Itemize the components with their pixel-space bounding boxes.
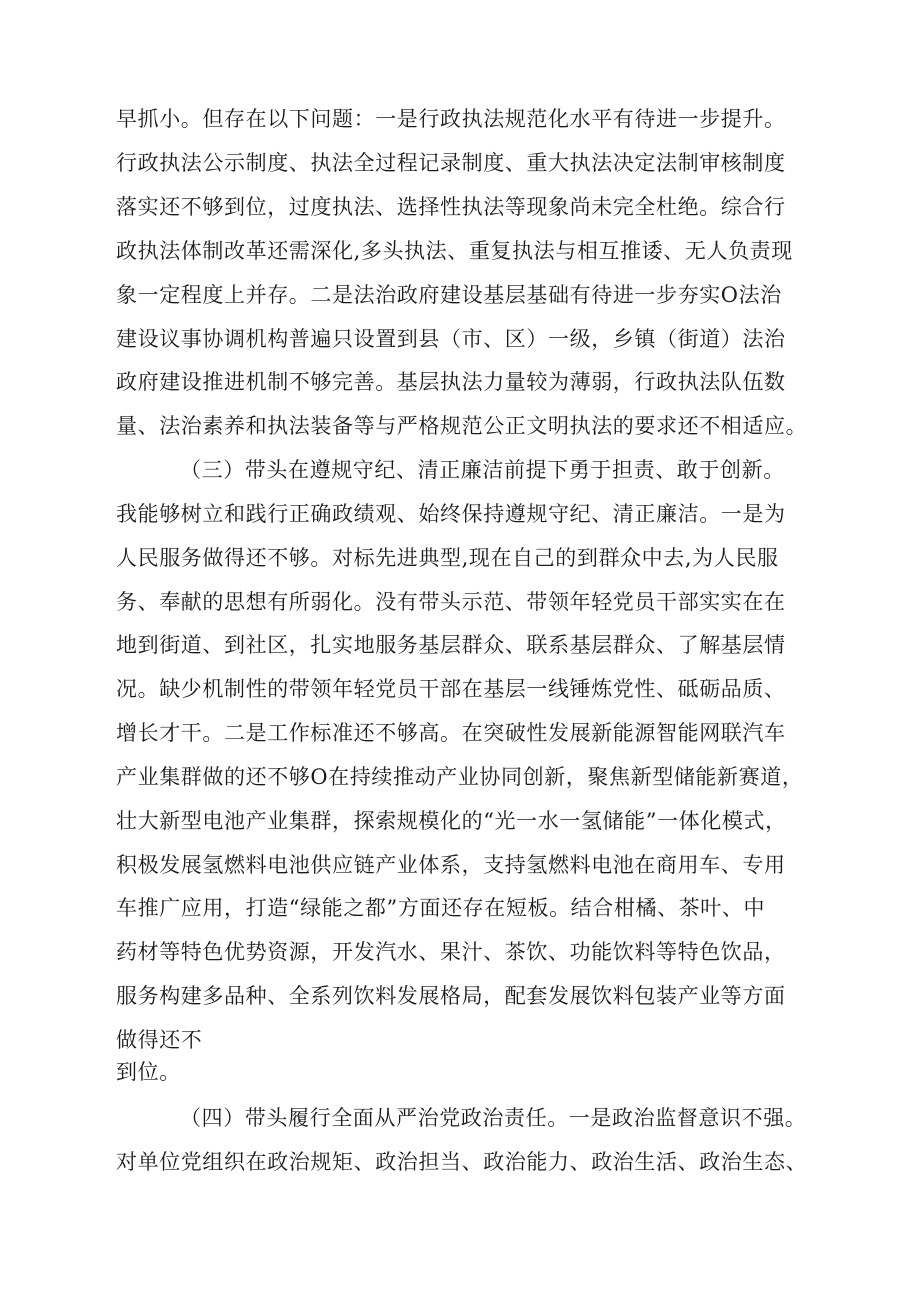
text-line: 行政执法公示制度、执法全过程记录制度、重大执法决定法制审核制度 — [116, 151, 786, 175]
text-line: 药材等特色优势资源，开发汽水、果汁、茶饮、功能饮料等特色饮品， — [116, 940, 786, 964]
text-line: 早抓小。但存在以下问题：一是行政执法规范化水平有待进一步提升。 — [116, 107, 786, 131]
text-line: 人民服务做得还不够。对标先进典型,现在自己的到群众中去,为人民服 — [116, 546, 779, 570]
text-line: 象一定程度上并存。二是法治政府建设基层基础有待进一步夯实O法治 — [116, 283, 782, 307]
section-heading-3: （三）带头在遵规守纪、清正廉洁前提下勇于担责、敢于创新。 — [180, 458, 785, 482]
text-line: 况。缺少机制性的带领年轻党员干部在基层一线锤炼党性、砥砺品质、 — [116, 677, 786, 701]
text-line: 车推广应用，打造“绿能之都”方面还存在短板。结合柑橘、茶叶、中 — [116, 896, 766, 920]
text-line: 做得还不 — [116, 1028, 203, 1052]
text-line: 建设议事协调机构普遍只设置到县（市、区）一级，乡镇（街道）法治 — [116, 327, 786, 351]
text-line: 增长才干。二是工作标准还不够高。在突破性发展新能源智能网联汽车 — [116, 721, 786, 745]
text-line: 积极发展氢燃料电池供应链产业体系，支持氢燃料电池在商用车、专用 — [116, 853, 786, 877]
section-heading-4: （四）带头履行全面从严治党政治责任。一是政治监督意识不强。 — [180, 1106, 807, 1130]
text-line: 落实还不够到位，过度执法、选择性执法等现象尚未完全杜绝。综合行 — [116, 195, 786, 219]
text-line: 服务构建多品种、全系列饮料发展格局，配套发展饮料包装产业等方面 — [116, 984, 786, 1008]
text-line: 产业集群做的还不够O在持续推动产业协同创新，聚焦新型储能新赛道， — [116, 765, 804, 789]
text-line: 到位。 — [116, 1060, 181, 1084]
text-line: 地到街道、到社区，扎实地服务基层群众、联系基层群众、了解基层情 — [116, 633, 786, 657]
text-line: 壮大新型电池产业集群，探索规模化的“光一水一氢储能”一体化模式， — [116, 809, 787, 833]
text-line: 我能够树立和践行正确政绩观、始终保持遵规守纪、清正廉洁。一是为 — [116, 502, 786, 526]
text-line: 对单位党组织在政治规矩、政治担当、政治能力、政治生活、政治生态、 — [116, 1150, 808, 1174]
text-line: 务、奉献的思想有所弱化。没有带头示范、带领年轻党员干部实实在在 — [116, 590, 786, 614]
text-line: 政府建设推进机制不够完善。基层执法力量较为薄弱，行政执法队伍数 — [116, 370, 786, 394]
text-line: 量、法治素养和执法装备等与严格规范公正文明执法的要求还不相适应。 — [116, 414, 808, 438]
text-line: 政执法体制改革还需深化,多头执法、重复执法与相互推诿、无人负责现 — [116, 239, 793, 263]
